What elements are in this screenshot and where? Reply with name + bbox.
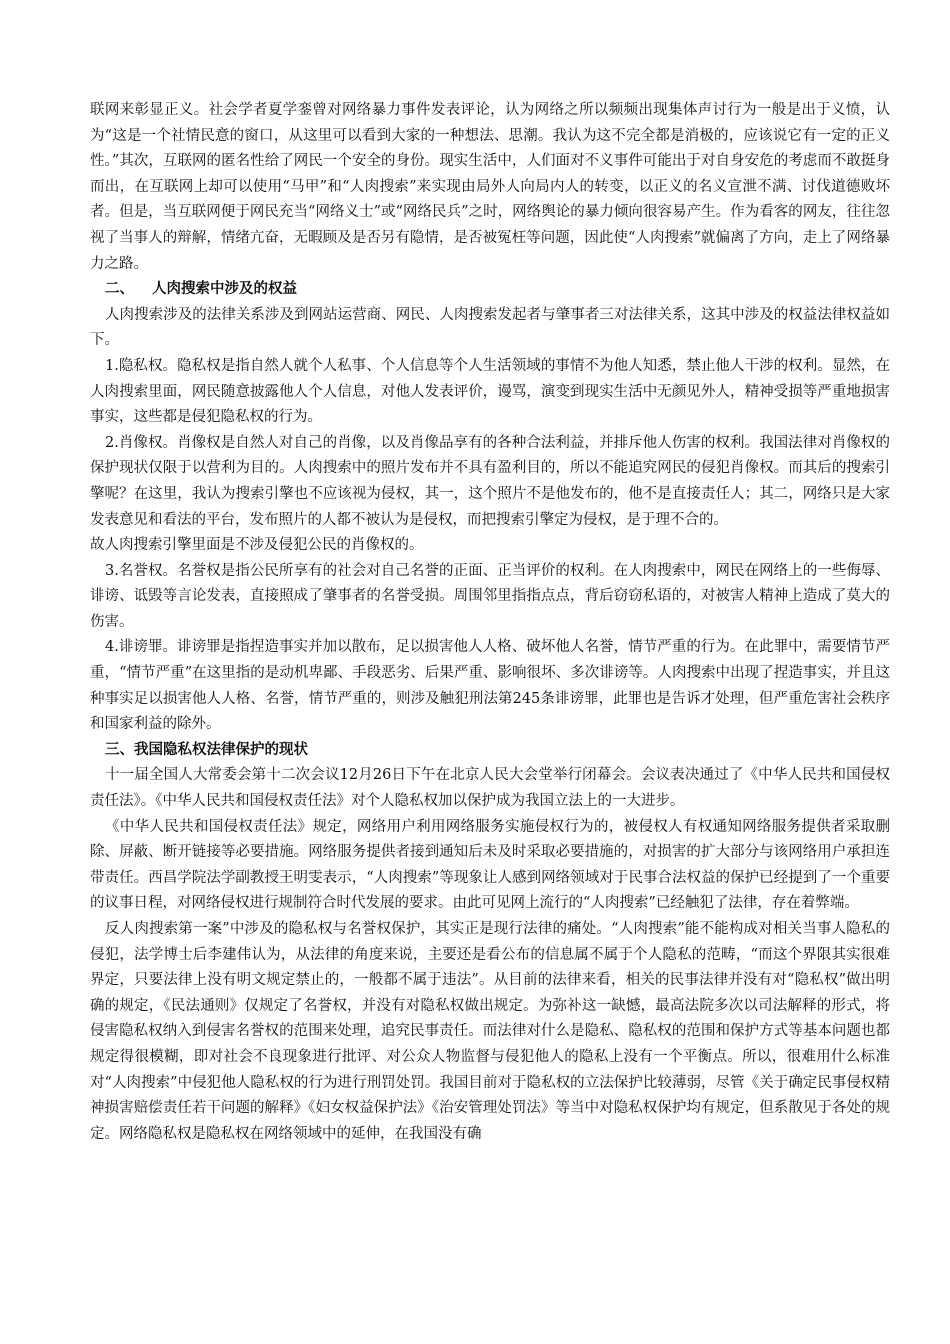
- paragraph-portrait-conclusion: 故人肉搜索引擎里面是不涉及侵犯公民的肖像权的。: [90, 537, 424, 554]
- section-title: 人肉搜索中涉及的权益: [152, 281, 297, 298]
- paragraph-law-passed: 十一届全国人大常委会第十二次会议12月26日下午在北京人民大会堂举行闭幕会。会议表决通过了《中华人民共和国侵权责任法》。《中华人民共和国侵权责任法》对个人隐私权加以保护成为我国立法上的一大进步。: [90, 767, 890, 810]
- paragraph-intro: 联网来彰显正义。社会学者夏学銮曾对网络暴力事件发表评论，认为网络之所以频频出现集体声讨行为一般是出于义愤，认为“这是一个社情民意的窗口，从这里可以看到大家的一种想法、思潮。我认为这不完全都是消极的，应该说它有一定的正义性。”其次，互联网的匿名性给了网民一个安全的身份。现实生活中，人们面对不义事件可能出于对自身安危的考虑而不敢挺身而出，在互联网上却可以使用“马甲”和“人肉搜索”来实现由局外人向局内人的转变，以正义的名义宣泄不满、讨伐道德败坏者。但是，当互联网便于网民充当“网络义士”或“网络民兵”之时，网络舆论的暴力倾向很容易产生。作为看客的网友，往往忽视了当事人的辩解，情绪亢奋，无暇顾及是否另有隐情，是否被冤枉等问题，因此使“人肉搜索”就偏离了方向，走上了网络暴力之路。: [90, 102, 890, 272]
- paragraph-portrait-right: 2.肖像权。肖像权是自然人对自己的肖像，以及肖像品享有的各种合法利益，并排斥他人伤害的权利。我国法律对肖像权的保护现状仅限于以营利为目的。人肉搜索中的照片发布并不具有盈利目的，所以不能追究网民的侵犯肖像权。而其后的搜索引擎呢？在这里，我认为搜索引擎也不应该视为侵权，其一，这个照片不是他发布的，他不是直接责任人；其二，网络只是大家发表意见和看法的平台，发布照片的人都不被认为是侵权，而把搜索引擎定为侵权，是于理不合的。: [90, 434, 890, 528]
- paragraph-tort-law: 《中华人民共和国侵权责任法》规定，网络用户利用网络服务实施侵权行为的，被侵权人有权通知网络服务提供者采取删除、屏蔽、断开链接等必要措施。网络服务提供者接到通知后未及时采取必要措施的，对损害的扩大部分与该网络用户承担连带责任。西昌学院法学副教授王明雯表示，“人肉搜索”等现象让人感到网络领域对于民事合法权益的保护已经提到了一个重要的议事日程，对网络侵权进行规制符合时代发展的要求。由此可见网上流行的“人肉搜索”已经触犯了法律，存在着弊端。: [90, 818, 890, 912]
- section-number: 二、: [105, 281, 134, 298]
- section-heading-3: 三、我国隐私权法律保护的现状: [105, 741, 308, 758]
- paragraph-defamation: 4.诽谤罪。诽谤罪是指捏造事实并加以散布，足以损害他人人格、破坏他人名誉，情节严重的行为。在此罪中，需要情节严重，“情节严重”在这里指的是动机卑鄙、手段恶劣、后果严重、影响很坏、多次诽谤等。人肉搜索中出现了捏造事实，并且这种事实足以损害他人人格、名誉，情节严重的，则涉及触犯刑法第245条诽谤罪，此罪也是告诉才处理，但严重危害社会秩序和国家利益的除外。: [90, 639, 890, 733]
- paragraph-reputation-right: 3.名誉权。名誉权是指公民所享有的社会对自己名誉的正面、正当评价的权利。在人肉搜索中，网民在网络上的一些侮辱、诽谤、诋毁等言论发表，直接照成了肇事者的名誉受损。周围邻里指指点点，背后窃窃私语的，对被害人精神上造成了莫大的伤害。: [90, 562, 890, 630]
- section-heading-2: [90, 277, 890, 303]
- paragraph-first-case: 反人肉搜索第一案”中涉及的隐私权与名誉权保护，其实正是现行法律的痛处。“人肉搜索”能不能构成对相关当事人隐私的侵犯，法学博士后李建伟认为，从法律的角度来说，主要还是看公布的信息属不属于个人隐私的范畴，“而这个界限其实很难界定，只要法律上没有明文规定禁止的，一般都不属于违法”。从目前的法律来看，相关的民事法律并没有对“隐私权”做出明确的规定，《民法通则》仅规定了名誉权，并没有对隐私权做出规定。为弥补这一缺憾，最高法院多次以司法解释的形式，将侵害隐私权纳入到侵害名誉权的范围来处理，追究民事责任。而法律对什么是隐私、隐私权的范围和保护方式等基本问题也都规定得很模糊，即对社会不良现象进行批评、对公众人物监督与侵犯他人的隐私上没有一个平衡点。所以，很难用什么标准对“人肉搜索”中侵犯他人隐私权的行为进行刑罚处罚。我国目前对于隐私权的立法保护比较薄弱，尽管《关于确定民事侵权精神损害赔偿责任若干问题的解释》《妇女权益保护法》《治安管理处罚法》等当中对隐私权保护均有规定，但系散见于各处的规定。网络隐私权是隐私权在网络领域中的延伸，在我国没有确: [90, 921, 890, 1142]
- paragraph-privacy-right: 1.隐私权。隐私权是指自然人就个人私事、个人信息等个人生活领域的事情不为他人知悉，禁止他人干涉的权利。显然，在人肉搜索里面，网民随意披露他人个人信息，对他人发表评价，谩骂，演变到现实生活中无颜见外人，精神受损等严重地损害事实，这些都是侵犯隐私权的行为。: [90, 357, 890, 426]
- paragraph-rights-intro: 人肉搜索涉及的法律关系涉及到网站运营商、网民、人肉搜索发起者与肇事者三对法律关系，这其中涉及的权益法律权益如下。: [90, 306, 890, 349]
- document-page: [90, 98, 890, 1147]
